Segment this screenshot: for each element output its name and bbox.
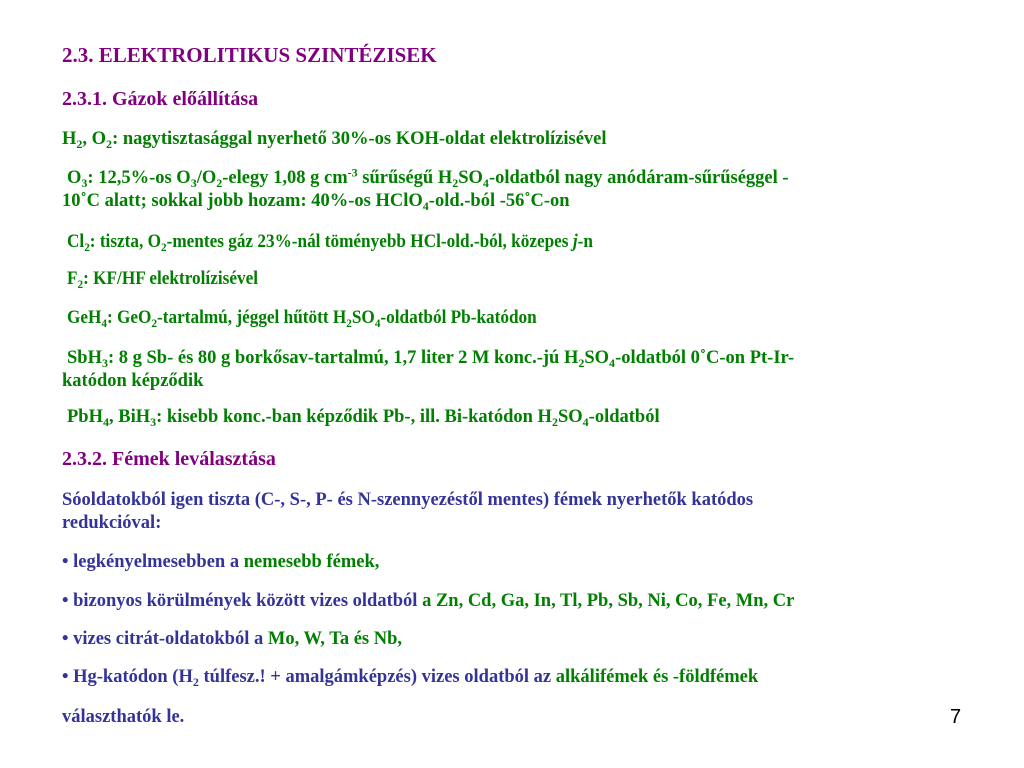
bullet-icon: • [62, 667, 69, 687]
item-h2-o2: $H_2$, $O_2$: nagytisztasággal nyerhető 30%-os KOH-oldat elektrolízisével [62, 129, 607, 152]
bullet-item-continuation: választhatók le. [62, 707, 185, 727]
bullet-item: • vizes citrát-oldatokból a Mo, W, Ta és Nb, [62, 629, 403, 649]
item-sbh3-line1: SbH$_3$: 8 g Sb- és 80 g borkősav-tartalmú, 1,7 liter 2 M konc.-jú $H_2SO_4$-oldatból 0˚C-on Pt-Ir- [67, 348, 795, 371]
page-number: 7 [950, 706, 962, 728]
slide-title: 2.3. ELEKTROLITIKUS SZINTÉZISEK [62, 43, 437, 67]
bullet-icon: • [62, 629, 69, 649]
item-o3-line1: $O_3$: 12,5%-os $O_3/O_2$-elegy 1,08 g $cm^{-3}$ sűrűségű $H_2SO_4$-oldatból nagy anódáram-sűrűséggel - [67, 165, 789, 191]
bullet-item: • Hg-katódon ($H_2$ túlfesz.! + amalgámképzés) vizes oldatból az alkálifémek és -földfémek [62, 667, 759, 690]
section-heading-metals: 2.3.2. Fémek leválasztása [62, 448, 276, 470]
bullet-icon: • [62, 591, 69, 611]
item-cl2: $Cl_2$: tiszta, $O_2$-mentes gáz 23%-nál töményebb HCl-old.-ból, közepes j-n [67, 232, 593, 255]
item-o3-line2: 10˚C alatt; sokkal jobb hozam: 40%-os HClO$_4$-old.-ból -56˚C-on [62, 191, 570, 214]
bullet-icon: • [62, 552, 69, 572]
item-pbh4-bih3: PbH$_4$, BiH$_3$: kisebb konc.-ban képződik Pb-, ill. Bi-katódon $H_2SO_4$-oldatból [67, 407, 660, 430]
item-sbh3-line2: katódon képződik [62, 371, 204, 391]
item-geh4: GeH$_4$: GeO$_2$-tartalmú, jéggel hűtött $H_2SO_4$-oldatból Pb-katódon [67, 308, 537, 331]
metals-intro-line2: redukcióval: [62, 513, 162, 533]
metals-intro-line1: Sóoldatokból igen tiszta (C-, S-, P- és N-szennyezéstől mentes) fémek nyerhetők katódos [62, 490, 754, 510]
section-heading-gases: 2.3.1. Gázok előállítása [62, 88, 259, 110]
item-f2: $F_2$: KF/HF elektrolízisével [67, 269, 258, 292]
bullet-item: • legkényelmesebben a nemesebb fémek, [62, 552, 380, 572]
bullet-item: • bizonyos körülmények között vizes oldatból a Zn, Cd, Ga, In, Tl, Pb, Sb, Ni, Co, Fe, Mn, Cr [62, 591, 795, 611]
